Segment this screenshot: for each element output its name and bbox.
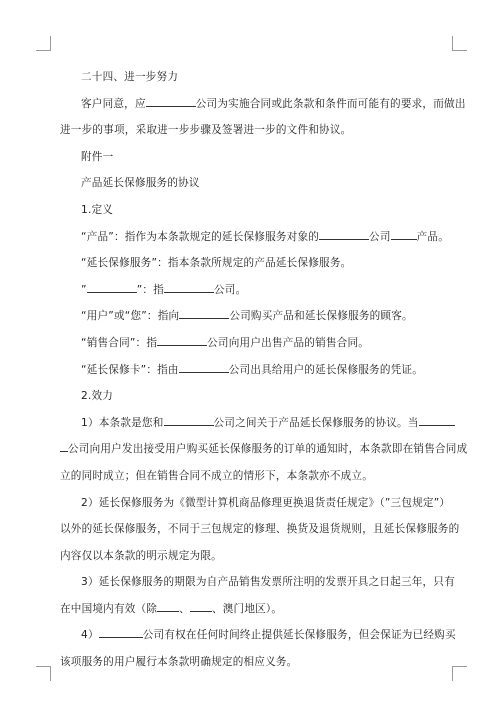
text: 内容仅以本条款的明示规定为限。 (60, 549, 222, 562)
text: 、澳门地区）。 (211, 602, 283, 615)
paragraph-24-line1 (60, 91, 466, 118)
text: 3）延长保修服务的期限为自产品销售发票所注明的发票开具之日起三年，只有 (81, 576, 455, 589)
text: “销售合同”：指 (81, 336, 158, 349)
fill-in-blank (157, 601, 179, 612)
effect-2-line3 (60, 543, 442, 570)
fill-in-blank (391, 229, 417, 240)
text: 2.效力 (81, 390, 114, 403)
text: 公司向用户发出接受用户购买延长保修服务的订单的通知时，本条款即在销售合同成 (68, 443, 468, 456)
fill-in-blank (146, 96, 196, 107)
text: 以外的延长保修服务，不同于三包规定的修理、换货及退货规则，且延长保修服务的 (60, 523, 460, 536)
text: 该项服务的用户履行本条款明确规定的相应义务。 (60, 656, 298, 669)
text: 在中国境内有效（除 (60, 602, 158, 615)
text: 2）延长保修服务为《微型计算机商品修理更换退货责任规定》（”三包规定”） (81, 496, 451, 509)
text: 进一步的事项，采取进一步步骤及签署进一步的文件和协议。 (60, 124, 352, 137)
section-heading-24 (60, 64, 442, 91)
effect-2-line1 (60, 490, 451, 517)
definition-user (60, 303, 442, 330)
text: 4） (81, 629, 99, 642)
effect-2-line2 (60, 516, 460, 543)
text: 公司有权在任何时间终止提供延长保修服务，但会保证为已经购买 (142, 629, 456, 642)
fill-in-blank (60, 441, 68, 452)
text: 公司为实施合同或此条款和条件而可能有的要求，而做出 (195, 97, 466, 110)
text: 产品。 (416, 230, 450, 243)
fill-in-blank (190, 601, 212, 612)
definition-service (60, 250, 442, 277)
appendix-label (60, 144, 442, 171)
effect-1-line3 (60, 463, 442, 490)
text: “产品”：指作为本条款规定的延长保修服务对象的 (81, 230, 320, 243)
fill-in-blank (157, 335, 207, 346)
text: 公司购买产品和延长保修服务的顾客。 (229, 310, 413, 323)
effect-1-line1 (60, 410, 442, 437)
text: 、 (179, 602, 190, 615)
text: 公司出具给用户的延长保修服务的凭证。 (228, 363, 424, 376)
text: 1）本条款是您和 (81, 416, 164, 429)
fill-in-blank (164, 282, 214, 293)
fill-in-blank (87, 282, 137, 293)
definition-brand (60, 277, 442, 304)
effect-4-line1 (60, 622, 456, 649)
section-effect (60, 383, 442, 410)
effect-1-line2 (60, 436, 468, 463)
fill-in-blank (164, 415, 214, 426)
section-definitions (60, 197, 442, 224)
text: 产品延长保修服务的协议 (81, 177, 200, 190)
text: 立的同时成立；但在销售合同不成立的情形下，本条款亦不成立。 (60, 469, 374, 482)
effect-3-line2 (60, 596, 442, 623)
text: “用户”或“您”：指向 (81, 310, 180, 323)
text: 1.定义 (81, 203, 114, 216)
text: 公司向用户出售产品的销售合同。 (207, 336, 370, 349)
text: 公司。 (213, 283, 247, 296)
effect-4-line2 (60, 649, 442, 676)
crop-mark-bottom-right (452, 666, 467, 681)
fill-in-blank (179, 362, 229, 373)
crop-mark-top-right (452, 36, 467, 51)
fill-in-blank (179, 308, 229, 319)
fill-in-blank (319, 229, 369, 240)
text: “延长保修卡”：指由 (81, 363, 179, 376)
text: 附件一 (81, 150, 114, 163)
heading-text: 二十四、进一步努力 (81, 71, 179, 83)
definition-warranty-card (60, 357, 442, 384)
agreement-title (60, 170, 442, 197)
text: “延长保修服务”：指本条款所规定的产品延长保修服务。 (81, 257, 352, 270)
text: 公司 (369, 230, 391, 243)
fill-in-blank (419, 415, 455, 426)
paragraph-24-line2 (60, 117, 442, 144)
crop-mark-top-left (36, 36, 51, 51)
text: ” (81, 283, 87, 296)
crop-mark-bottom-left (36, 666, 51, 681)
fill-in-blank (99, 627, 143, 638)
text: ”：指 (136, 283, 164, 296)
definition-sales-contract (60, 330, 442, 357)
document-body (60, 64, 468, 676)
text: 客户同意，应 (81, 97, 146, 110)
effect-3-line1 (60, 569, 455, 596)
definition-product (60, 224, 450, 251)
text: 公司之间关于产品延长保修服务的协议。当 (213, 416, 419, 429)
